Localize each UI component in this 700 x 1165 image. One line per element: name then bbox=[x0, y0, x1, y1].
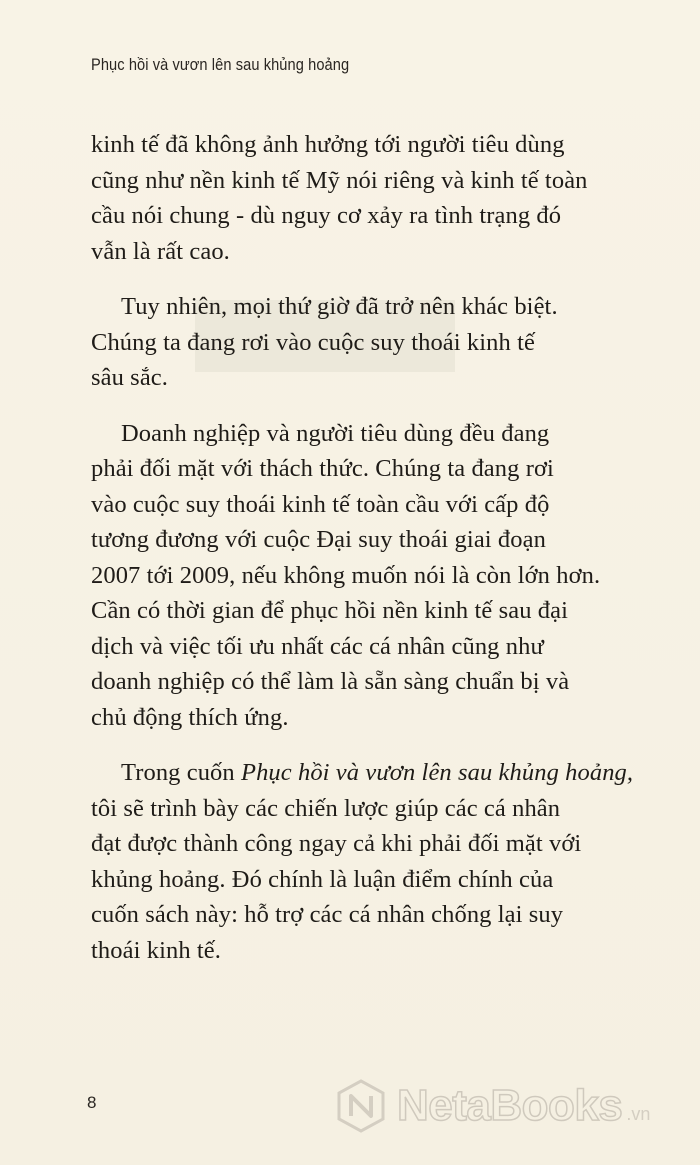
text-line: tôi sẽ trình bày các chiến lược giúp các cá nhân bbox=[91, 794, 561, 822]
book-title-italic: Phục hồi và vươn lên sau khủng hoảng, bbox=[241, 759, 634, 786]
text-line: cầu nói chung - dù nguy cơ xảy ra tình trạng đó bbox=[91, 202, 562, 229]
text-line: dịch và việc tối ưu nhất các cá nhân cũng như bbox=[91, 632, 544, 660]
text-line: Cần có thời gian để phục hồi nền kinh tế sau đại bbox=[91, 597, 569, 624]
text-line: Doanh nghiệp và người tiêu dùng đều đang bbox=[121, 419, 550, 447]
watermark-suffix: .vn bbox=[626, 1103, 651, 1124]
text-line: thoái kinh tế. bbox=[91, 936, 222, 964]
body-text bbox=[91, 127, 634, 988]
paragraph-4 bbox=[91, 755, 634, 968]
text-line: 2007 tới 2009, nếu không muốn nói là còn lớn hơn. bbox=[91, 561, 601, 589]
text-line: vẫn là rất cao. bbox=[91, 237, 230, 265]
paragraph-3 bbox=[91, 416, 631, 736]
netabooks-logo-icon bbox=[333, 1078, 389, 1134]
paragraph-2 bbox=[91, 289, 631, 396]
page-number: 8 bbox=[87, 1093, 97, 1112]
text-line: sâu sắc. bbox=[91, 364, 168, 391]
text-line: vào cuộc suy thoái kinh tế toàn cầu với cấp độ bbox=[91, 490, 550, 518]
paragraph-1 bbox=[91, 127, 631, 269]
text-line: kinh tế đã không ảnh hưởng tới người tiêu dùng bbox=[91, 131, 565, 158]
text-line: đạt được thành công ngay cả khi phải đối mặt với bbox=[91, 830, 582, 857]
text-line: phải đối mặt với thách thức. Chúng ta đang rơi bbox=[91, 455, 554, 482]
text-line bbox=[91, 755, 634, 791]
text-line: cuốn sách này: hỗ trợ các cá nhân chống lại suy bbox=[91, 901, 564, 928]
text-line: doanh nghiệp có thể làm là sẵn sàng chuẩn bị và bbox=[91, 668, 570, 695]
watermark bbox=[333, 1078, 650, 1134]
text-line: Chúng ta đang rơi vào cuộc suy thoái kinh tế bbox=[91, 328, 535, 356]
text-line: Tuy nhiên, mọi thứ giờ đã trở nên khác biệt. bbox=[121, 293, 558, 320]
running-header: Phục hồi và vươn lên sau khủng hoảng bbox=[91, 55, 350, 74]
text-line: chủ động thích ứng. bbox=[91, 703, 289, 731]
text-line: cũng như nền kinh tế Mỹ nói riêng và kinh tế toàn bbox=[91, 166, 588, 194]
text-run: Trong cuốn bbox=[121, 759, 241, 786]
watermark-brand: NetaBooks bbox=[397, 1081, 623, 1130]
text-line: khủng hoảng. Đó chính là luận điểm chính của bbox=[91, 865, 554, 893]
text-line: tương đương với cuộc Đại suy thoái giai đoạn bbox=[91, 526, 546, 553]
